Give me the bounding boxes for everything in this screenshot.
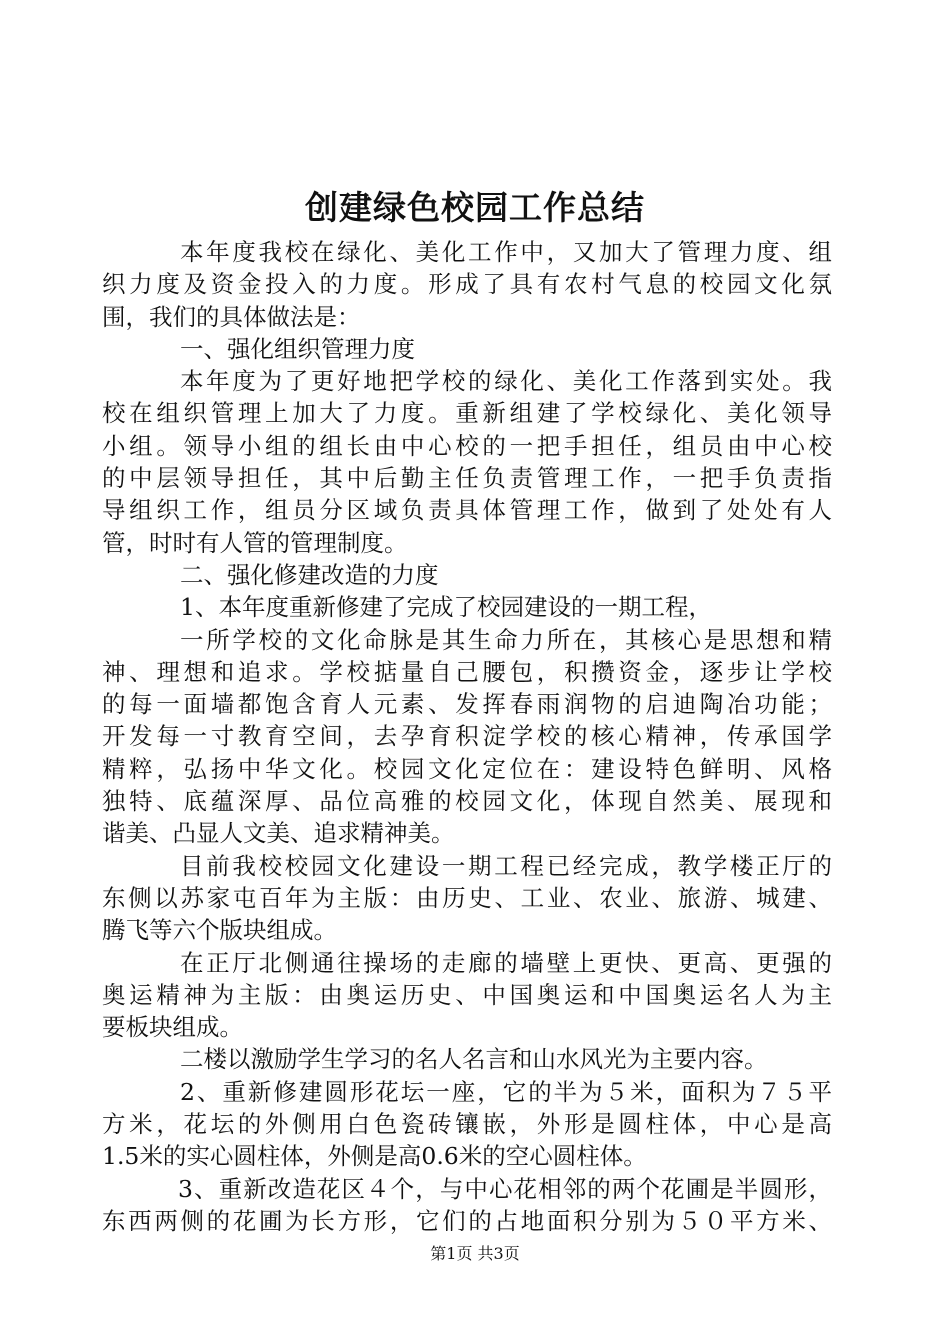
body-line: 一、强化组织管理力度: [180, 334, 415, 363]
document-body: [102, 236, 832, 1237]
body-line: 精粹，弘扬中华文化。校园文化定位在：建设特色鲜明、风格: [102, 754, 832, 783]
body-line: 二楼以激励学生学习的名人名言和山水风光为主要内容。: [180, 1045, 768, 1074]
body-line: 2、重新修建圆形花坛一座，它的半为５米，面积为７５平: [180, 1077, 832, 1106]
body-line: 的每一面墙都饱含育人元素、发挥春雨润物的启迪陶冶功能；: [102, 690, 832, 719]
body-line: 方米，花坛的外侧用白色瓷砖镶嵌，外形是圆柱体，中心是高: [102, 1110, 832, 1139]
body-line: 校在组织管理上加大了力度。重新组建了学校绿化、美化领导: [102, 399, 832, 428]
body-line: 神、理想和追求。学校掂量自己腰包，积攒资金，逐步让学校: [102, 657, 832, 686]
body-line: 谐美、凸显人文美、追求精神美。: [102, 819, 455, 848]
body-line: 东西两侧的花圃为长方形，它们的占地面积分别为５０平方米、: [102, 1206, 832, 1235]
body-line: 导组织工作，组员分区域负责具体管理工作，做到了处处有人: [102, 496, 832, 525]
body-line: 小组。领导小组的组长由中心校的一把手担任，组员由中心校: [102, 431, 832, 460]
page-footer: 第1页 共3页: [430, 1244, 520, 1263]
body-line: 本年度为了更好地把学校的绿化、美化工作落到实处。我: [180, 367, 832, 396]
document-title: 创建绿色校园工作总结: [305, 188, 645, 227]
body-line: 1.5米的实心圆柱体，外侧是高0.6米的空心圆柱体。: [102, 1142, 647, 1171]
body-line: 围，我们的具体做法是：: [102, 302, 361, 331]
body-line: 一所学校的文化命脉是其生命力所在，其核心是思想和精: [180, 625, 832, 654]
body-line: 要板块组成。: [102, 1013, 243, 1042]
body-line: 目前我校校园文化建设一期工程已经完成，教学楼正厅的: [180, 851, 832, 880]
body-line: 奥运精神为主版：由奥运历史、中国奥运和中国奥运名人为主: [102, 980, 832, 1009]
body-line: 腾飞等六个版块组成。: [102, 916, 337, 945]
body-line: 本年度我校在绿化、美化工作中，又加大了管理力度、组: [180, 238, 832, 266]
body-line: 在正厅北侧通往操场的走廊的墙壁上更快、更高、更强的: [180, 948, 832, 977]
body-line: 织力度及资金投入的力度。形成了具有农村气息的校园文化氛: [102, 270, 832, 299]
body-line: 1、本年度重新修建了完成了校园建设的一期工程，: [180, 593, 712, 622]
body-line: 二、强化修建改造的力度: [180, 560, 439, 589]
body-line: 的中层领导担任，其中后勤主任负责管理工作，一把手负责指: [102, 464, 832, 493]
body-line: 开发每一寸教育空间，去孕育积淀学校的核心精神，传承国学: [102, 722, 832, 751]
body-line: 3、重新改造花区４个，与中心花相邻的两个花圃是半圆形，: [178, 1174, 832, 1203]
body-line: 管，时时有人管的管理制度。: [102, 528, 408, 557]
body-line: 东侧以苏家屯百年为主版：由历史、工业、农业、旅游、城建、: [102, 883, 832, 912]
body-line: 独特、底蕴深厚、品位高雅的校园文化，体现自然美、展现和: [102, 787, 832, 816]
